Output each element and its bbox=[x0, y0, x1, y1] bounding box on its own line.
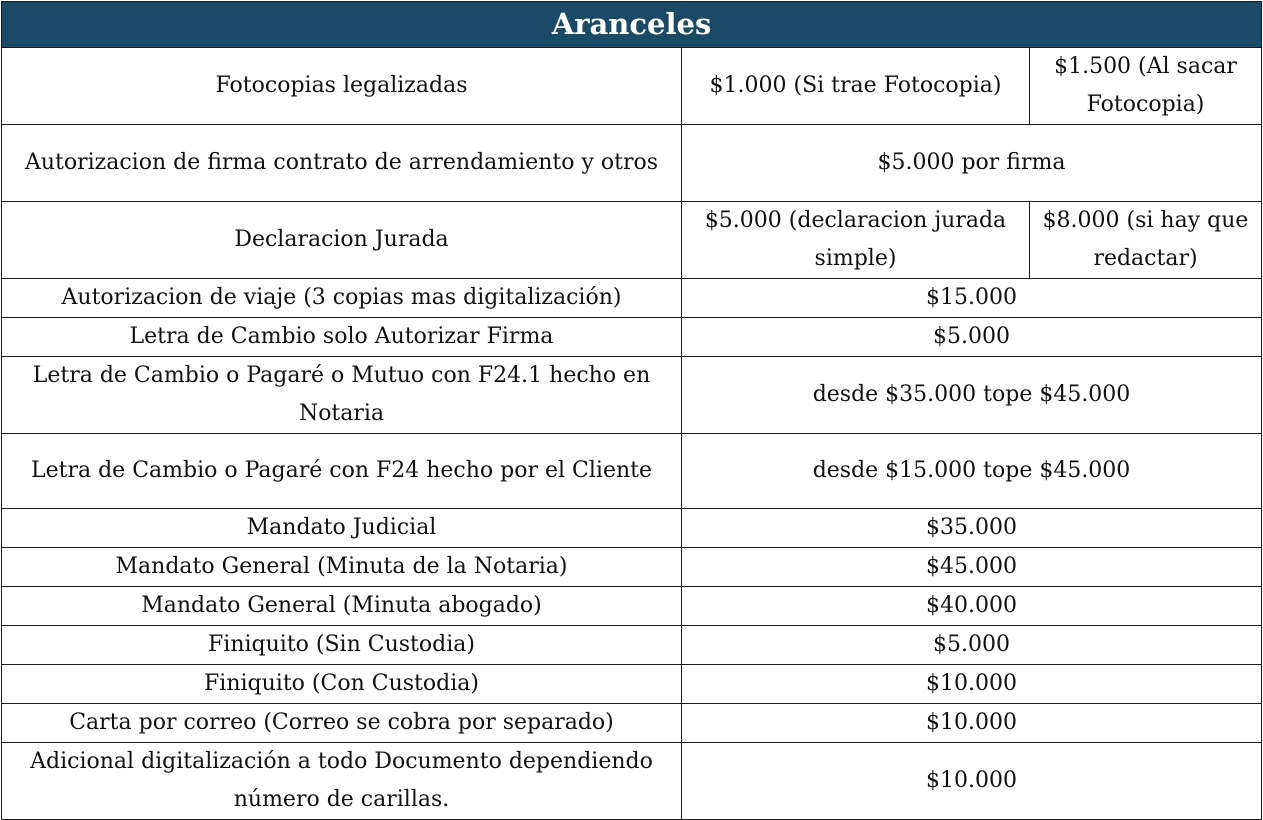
concept-cell: Adicional digitalización a todo Documento dependiendo número de carillas. bbox=[2, 743, 682, 820]
table-row bbox=[2, 434, 1262, 509]
price-cell: desde $35.000 tope $45.000 bbox=[682, 357, 1262, 434]
price-cell: $10.000 bbox=[682, 704, 1262, 743]
price-cell: $35.000 bbox=[682, 509, 1262, 548]
concept-cell: Letra de Cambio o Pagaré con F24 hecho por el Cliente bbox=[2, 434, 682, 509]
table-row bbox=[2, 357, 1262, 434]
fees-table bbox=[1, 1, 1262, 820]
concept-cell: Fotocopias legalizadas bbox=[2, 48, 682, 125]
concept-cell: Autorizacion de viaje (3 copias mas digitalización) bbox=[2, 279, 682, 318]
concept-cell: Mandato Judicial bbox=[2, 509, 682, 548]
table-row bbox=[2, 125, 1262, 202]
price-cell: $40.000 bbox=[682, 587, 1262, 626]
price-cell: $10.000 bbox=[682, 743, 1262, 820]
price-cell: $5.000 (declaracion jurada simple) bbox=[682, 202, 1030, 279]
concept-cell: Letra de Cambio solo Autorizar Firma bbox=[2, 318, 682, 357]
concept-cell: Finiquito (Con Custodia) bbox=[2, 665, 682, 704]
table-row bbox=[2, 202, 1262, 279]
table-row bbox=[2, 548, 1262, 587]
table-row bbox=[2, 626, 1262, 665]
table-row bbox=[2, 48, 1262, 125]
table-row bbox=[2, 665, 1262, 704]
table-row bbox=[2, 743, 1262, 820]
price-cell: $10.000 bbox=[682, 665, 1262, 704]
price-cell: $1.500 (Al sacar Fotocopia) bbox=[1030, 48, 1262, 125]
concept-cell: Carta por correo (Correo se cobra por separado) bbox=[2, 704, 682, 743]
table-row bbox=[2, 587, 1262, 626]
price-cell: $5.000 bbox=[682, 626, 1262, 665]
table-row bbox=[2, 704, 1262, 743]
price-cell: $15.000 bbox=[682, 279, 1262, 318]
concept-cell: Letra de Cambio o Pagaré o Mutuo con F24.1 hecho en Notaria bbox=[2, 357, 682, 434]
price-cell: $1.000 (Si trae Fotocopia) bbox=[682, 48, 1030, 125]
concept-cell: Autorizacion de firma contrato de arrendamiento y otros bbox=[2, 125, 682, 202]
table-header-row bbox=[2, 2, 1262, 48]
table-row bbox=[2, 509, 1262, 548]
table-row bbox=[2, 318, 1262, 357]
price-cell: $5.000 bbox=[682, 318, 1262, 357]
concept-cell: Mandato General (Minuta de la Notaria) bbox=[2, 548, 682, 587]
table-title: Aranceles bbox=[2, 2, 1262, 48]
concept-cell: Mandato General (Minuta abogado) bbox=[2, 587, 682, 626]
price-cell: desde $15.000 tope $45.000 bbox=[682, 434, 1262, 509]
price-cell: $45.000 bbox=[682, 548, 1262, 587]
concept-cell: Declaracion Jurada bbox=[2, 202, 682, 279]
price-cell: $8.000 (si hay que redactar) bbox=[1030, 202, 1262, 279]
concept-cell: Finiquito (Sin Custodia) bbox=[2, 626, 682, 665]
table-row bbox=[2, 279, 1262, 318]
price-cell: $5.000 por firma bbox=[682, 125, 1262, 202]
